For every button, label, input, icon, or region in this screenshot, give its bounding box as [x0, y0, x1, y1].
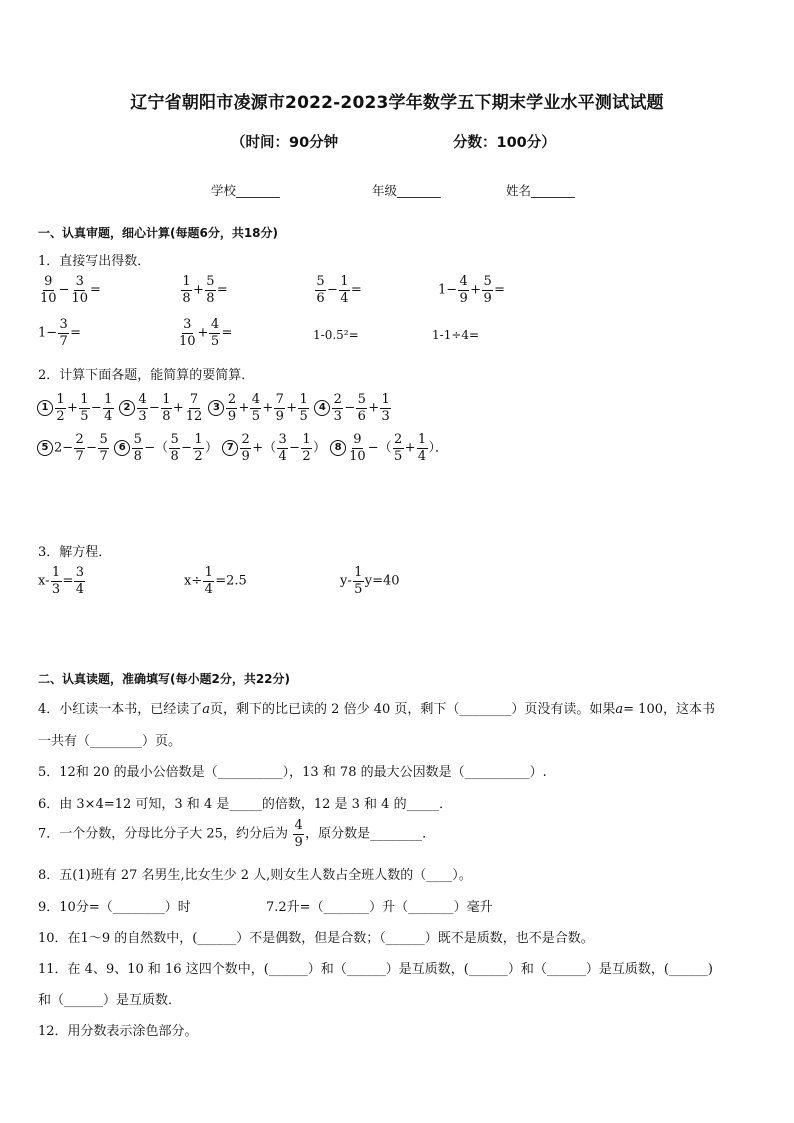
fraction: $\frac{7}{12}$	[185, 392, 203, 424]
circled-number: 8	[330, 440, 346, 456]
fraction: $\frac{3}{4}$	[278, 432, 287, 464]
name-field[interactable]: 姓名_______	[506, 183, 575, 198]
fraction: $\frac{9}{10}$	[349, 432, 366, 464]
variable-a: a	[615, 702, 624, 717]
q2-row-1: 1 $\frac{1}{2}$ + $\frac{1}{5}$ − $\frac{1}{4}$ 2 $\frac{4}{3}$ − $\frac{1}{8}$ + $\frac{7}{12}$ 3 $\frac{2}{9}$ + $\frac{4}{5}$ + $\frac{7}{9}$ + $\frac{1}{5}$ 4 $\frac{2}{3}$ − $\frac{5}{6}$ + $\frac{1}{3}$	[37, 393, 392, 423]
variable-a: a	[202, 702, 211, 717]
fraction: $\frac{1}{5}$	[299, 392, 308, 424]
q8: 8．五(1)班有 27 名男生,比女生少 2 人,则女生人数占全班人数的（____）。	[38, 868, 472, 883]
grade-field[interactable]: 年级_______	[372, 183, 441, 198]
q1-expr-5: 1− $\frac{3}{7}$ =	[38, 317, 82, 349]
circled-number: 2	[119, 400, 135, 416]
fraction: $\frac{2}{7}$	[75, 432, 84, 464]
q1-stem: 1．直接写出得数．	[38, 254, 151, 269]
fraction: $\frac{3}{4}$	[75, 565, 85, 597]
fraction: $\frac{5}{8}$	[133, 432, 142, 464]
q3-equation-3: y- $\frac{1}{5}$ y=40	[340, 565, 400, 597]
fraction: $\frac{7}{9}$	[275, 392, 284, 424]
q1-expr-6: $\frac{3}{10}$ + $\frac{4}{5}$ =	[179, 317, 233, 349]
q3-stem: 3．解方程．	[38, 545, 112, 560]
q11-line-2: 和（______）是互质数．	[38, 993, 182, 1008]
circled-number: 3	[208, 400, 224, 416]
fraction: $\frac{2}{9}$	[241, 432, 250, 464]
fraction: $\frac{5}{6}$	[316, 274, 325, 306]
fraction: $\frac{5}{8}$	[170, 432, 179, 464]
fraction: $\frac{5}{9}$	[483, 274, 492, 306]
fraction: $\frac{1}{3}$	[381, 392, 390, 424]
fraction: $\frac{4}{9}$	[294, 818, 303, 850]
fraction: $\frac{3}{10}$	[71, 274, 88, 306]
q5: 5．12和 20 的最小公倍数是（__________），13 和 78 的最大公因数是（__________）.	[38, 765, 547, 780]
q9-part-2: 7.2升=（_______）升（_______）毫升	[266, 900, 493, 915]
q1-expr-4: 1− $\frac{4}{9}$ + $\frac{5}{9}$ =	[438, 274, 505, 306]
q1-expr-7: 1-0.5²=	[313, 328, 359, 342]
fraction: $\frac{3}{10}$	[179, 317, 196, 349]
q2-stem: 2．计算下面各题，能简算的要简算．	[38, 368, 255, 383]
q9-part-1: 9．10分=（________）时	[38, 900, 191, 915]
fraction: $\frac{4}{5}$	[210, 317, 220, 349]
circled-number: 4	[314, 400, 330, 416]
fraction: $\frac{4}{5}$	[251, 392, 260, 424]
fraction: $\frac{1}{4}$	[204, 565, 213, 597]
q1-expr-2: $\frac{1}{8}$ + $\frac{5}{8}$ =	[182, 274, 228, 306]
q7: 7．一个分数，分母比分子大 25，约分后为 $\frac{4}{9}$ ，原分数是________．	[38, 818, 436, 850]
fraction: $\frac{1}{8}$	[182, 274, 191, 306]
q4-line-2: 一共有（________）页。	[38, 734, 182, 749]
exam-score: 分数：100分）	[453, 135, 556, 151]
fraction: $\frac{1}{4}$	[104, 392, 113, 424]
exam-time: （时间：90分钟	[231, 135, 339, 151]
q1-expr-1: $\frac{9}{10}$ − $\frac{3}{10}$ =	[40, 274, 101, 306]
circled-number: 6	[114, 440, 130, 456]
q12: 12．用分数表示涂色部分。	[38, 1024, 198, 1039]
q11-line-1: 11．在 4、9、10 和 16 这四个数中，(______）和（______）是互质数，(______）和（______）是互质数，(______)	[38, 962, 713, 977]
fraction: $\frac{2}{9}$	[227, 392, 237, 424]
q1-expr-3: $\frac{5}{6}$ − $\frac{1}{4}$ =	[316, 274, 362, 306]
fraction: $\frac{3}{7}$	[59, 317, 68, 349]
q1-expr-8: 1-1÷4=	[432, 328, 480, 342]
fraction: $\frac{1}{2}$	[56, 392, 65, 424]
fraction: $\frac{1}{4}$	[417, 432, 427, 464]
fraction: $\frac{1}{8}$	[162, 392, 171, 424]
fraction: $\frac{4}{9}$	[459, 274, 468, 306]
q3-equation-1: x- $\frac{1}{3}$ = $\frac{3}{4}$	[38, 565, 85, 597]
fraction: $\frac{2}{5}$	[393, 432, 403, 464]
q2-row-2: 5 2− $\frac{2}{7}$ − $\frac{5}{7}$ 6 $\frac{5}{8}$ −（ $\frac{5}{8}$ − $\frac{1}{2}$ ） 7 $\frac{2}{9}$ +（ $\frac{3}{4}$ − $\frac{1}{2}$ ） 8 $\frac{9}{10}$ −（ $\frac{2}{5}$ + $\frac{1}{4}$ ）．	[37, 433, 448, 463]
fraction: $\frac{5}{8}$	[206, 274, 215, 306]
fraction: $\frac{1}{4}$	[340, 274, 349, 306]
circled-number: 5	[37, 440, 53, 456]
circled-number: 1	[37, 400, 53, 416]
fraction: $\frac{1}{5}$	[354, 565, 363, 597]
fraction: $\frac{2}{3}$	[333, 392, 342, 424]
q3-equation-2: x÷ $\frac{1}{4}$ =2.5	[184, 565, 247, 597]
fraction: $\frac{1}{3}$	[51, 565, 61, 597]
fraction: $\frac{1}{2}$	[302, 432, 311, 464]
section-2-heading: 二、认真读题，准确填写(每小题2分，共22分)	[38, 672, 291, 686]
circled-number: 7	[222, 440, 238, 456]
school-field[interactable]: 学校_______	[211, 183, 280, 198]
q4-line-1: 4．小红读一本书，已经读了a页，剩下的比已读的 2 倍少 40 页，剩下（________）页没有读。如果a= 100，这本书	[38, 702, 715, 717]
fraction: $\frac{9}{10}$	[40, 274, 57, 306]
section-1-heading: 一、认真审题，细心计算(每题6分，共18分)	[38, 226, 279, 240]
fraction: $\frac{1}{2}$	[194, 432, 203, 464]
fraction: $\frac{5}{7}$	[99, 432, 108, 464]
fraction: $\frac{5}{6}$	[357, 392, 366, 424]
fraction: $\frac{4}{3}$	[138, 392, 147, 424]
q6: 6．由 3×4=12 可知，3 和 4 是_____的倍数，12 是 3 和 4 的_____．	[38, 797, 453, 812]
page-title: 辽宁省朝阳市凌源市2022-2023学年数学五下期末学业水平测试试题	[130, 93, 664, 113]
q10: 10．在1～9 的自然数中，(______）不是偶数，但是合数；（______）既不是质数，也不是合数。	[38, 931, 594, 946]
fraction: $\frac{1}{5}$	[80, 392, 89, 424]
